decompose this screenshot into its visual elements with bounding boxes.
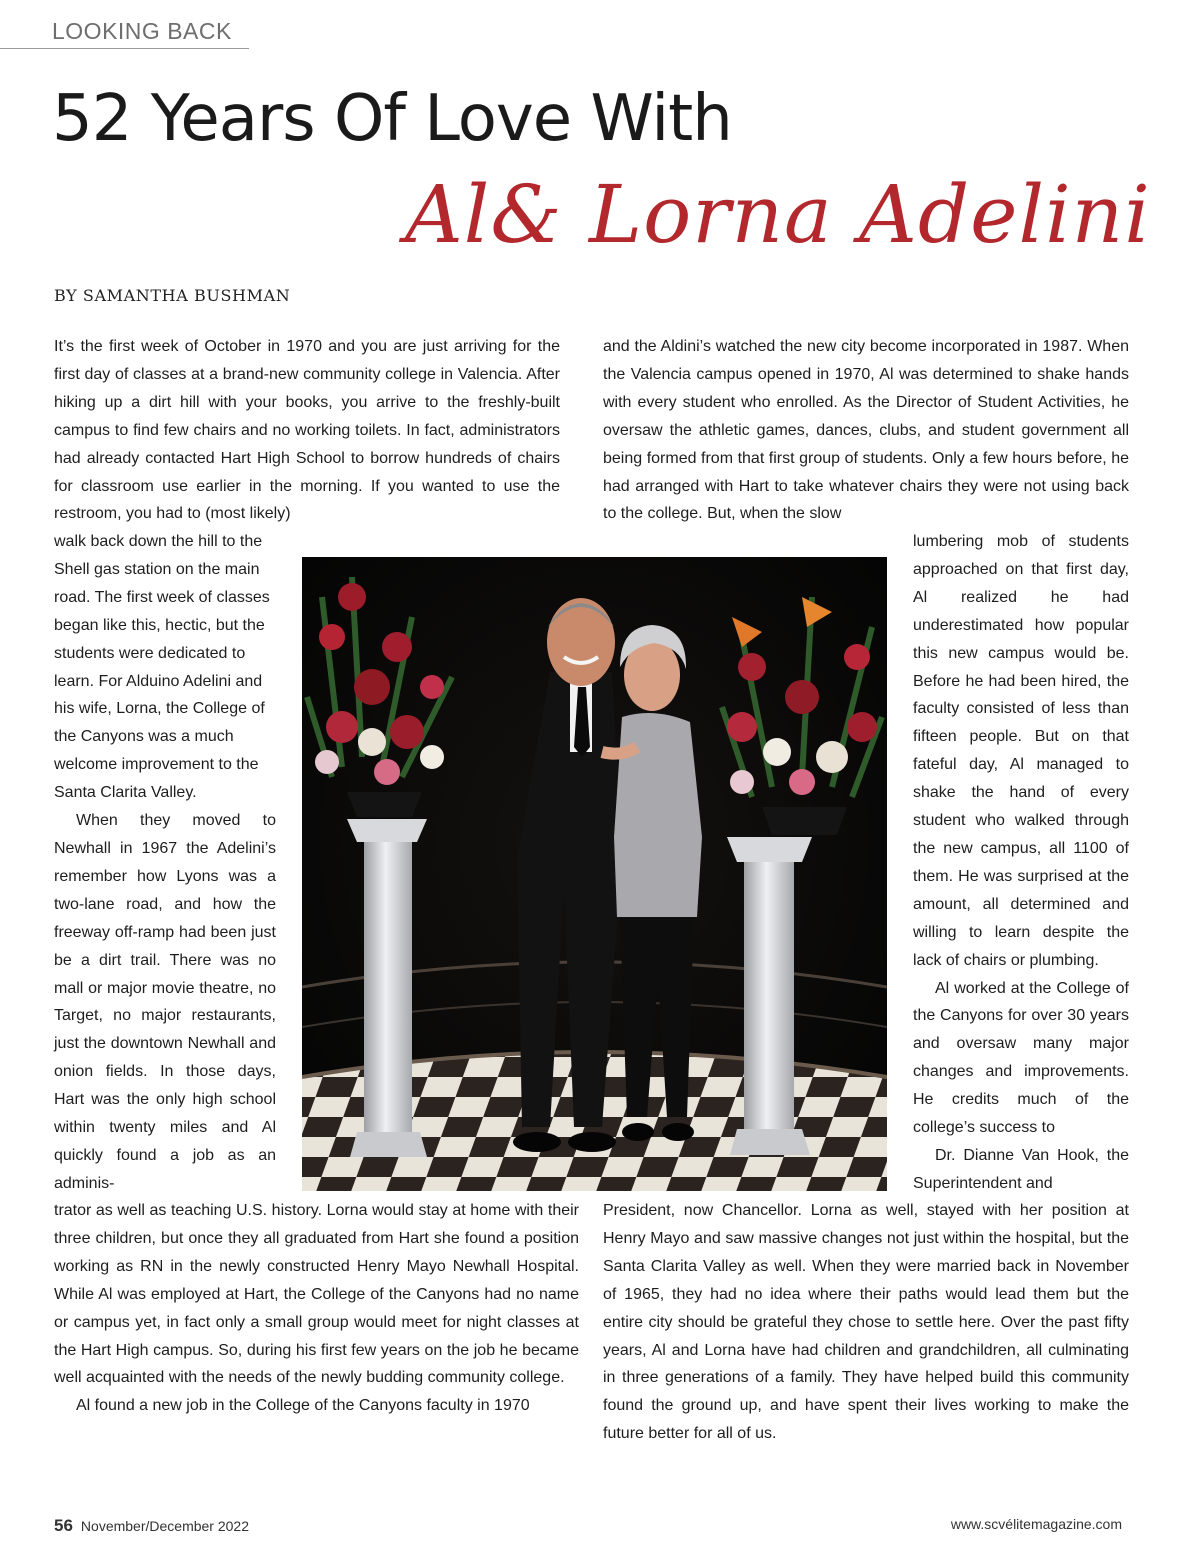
column-right-narrow [913,528,1129,1198]
section-divider [0,48,249,49]
column-left-bottom [54,1197,579,1420]
section-label: LOOKING BACK [52,18,232,44]
paragraph: It’s the first week of October in 1970 and you are just arriving for the first day of classes at a brand-new community college in Valencia. After hiking up a dirt hill with your books, you arrive to the freshly-built campus to find few chairs and no working toilets. In fact, administrators had already contacted Hart High School to borrow hundreds of chairs for classroom use earlier in the morning. If you wanted to use the restroom, you had to (most likely) [54,338,560,523]
couple-photo [302,557,887,1191]
paragraph: Al worked at the College of the Canyons for over 30 years and oversaw many major changes and improvements. He credits much of the college’s success to [913,979,1129,1137]
photo-illustration [302,557,887,1191]
column-left-narrow [54,528,276,1198]
column-left-top [54,333,560,528]
column-right-top [603,333,1129,528]
paragraph: trator as well as teaching U.S. history. Lorna would stay at home with their three children, but once they all graduated from Hart she found a position working as RN in the newly constructed Henry Mayo Newhall Hospital. While Al was employed at Hart, the College of the Canyons had no name or campus yet, in fact only a small group would meet for night classes at the Hart High campus. So, during his first few years on the job he became well acquainted with the needs of the newly budding community college. [54,1202,579,1387]
website: www.scvélitemagazine.com [950,1516,1122,1532]
article-title-script: Al& Lorna Adelini [405,168,1151,261]
paragraph: walk back down the hill to the Shell gas station on the main road. The first week of classes began like this, hectic, but the students were dedicated to learn. For Alduino Adelini and his wife, Lorna, the College of the Canyons was a much welcome improvement to the Santa Clarita Valley. [54,533,270,802]
byline: BY SAMANTHA BUSHMAN [54,286,291,305]
paragraph: and the Aldini’s watched the new city become incorporated in 1987. When the Valencia campus opened in 1970, Al was determined to shake hands with every student who enrolled. As the Director of Student Activities, he oversaw the athletic games, dances, clubs, and student government all being formed from that first group of students. Only a few hours before, he had arranged with Hart to take whatever chairs they were not using back to the college. But, when the slow [603,338,1129,523]
paragraph: When they moved to Newhall in 1967 the Adelini’s remember how Lyons was a two-lane road, and how the freeway off-ramp had been just be a dirt trail. There was no mall or major movie theatre, no Target, no major restaurants, just the downtown Newhall and onion fields. In those days, Hart was the only high school within twenty miles and Al quickly found a job as an adminis- [54,812,276,1192]
paragraph: Dr. Dianne Van Hook, the Superintendent and [913,1146,1129,1192]
issue-date: November/December 2022 [80,1518,250,1534]
article-title: 52 Years Of Love With [52,82,732,156]
paragraph: Al found a new job in the College of the Canyons faculty in 1970 [76,1397,530,1415]
column-right-bottom [603,1197,1129,1448]
paragraph: lumbering mob of students approached on that first day, Al realized he had underestimated how popular this new campus would be. Before he had been hired, the faculty consisted of less than fifteen people. But on that fateful day, Al managed to shake the hand of every student who walked through the new campus, all 1100 of them. He was surprised at the amount, all determined and willing to learn despite the lack of chairs or plumbing. [913,533,1129,969]
paragraph: President, now Chancellor. Lorna as well, stayed with her position at Henry Mayo and saw massive changes not just within the hospital, but the Santa Clarita Valley as well. When they were married back in November of 1965, they had no idea where their paths would lead them but the entire city should be grateful they chose to settle here. Over the past fifty years, Al and Lorna have had children and grandchildren, all culminating in three generations of a family. They have helped build this community found the ground up, and have spent their lives working to make the future better for all of us. [603,1202,1129,1443]
footer-left [54,1516,249,1536]
page-number: 56 [54,1516,73,1535]
